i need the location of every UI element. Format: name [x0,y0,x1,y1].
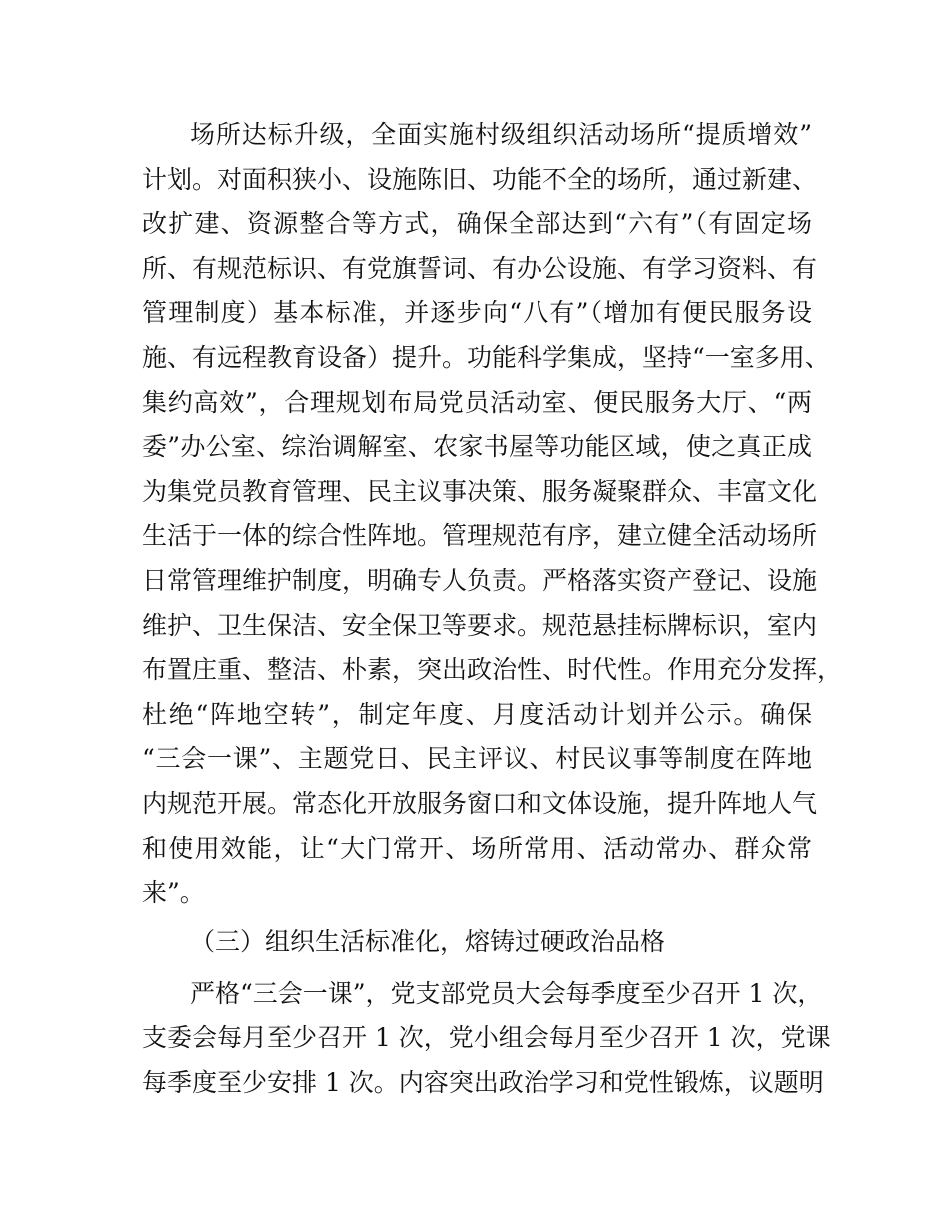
section-heading: （三）组织生活标准化，熔铸过硬政治品格 [190,927,666,957]
paragraph-line: 为集党员教育管理、民主议事决策、服务凝聚群众、丰富文化 [142,476,818,506]
paragraph-line: 计划。对面积狭小、设施陈旧、功能不全的场所，通过新建、 [142,164,818,194]
paragraph-line: 施、有远程教育设备）提升。功能科学集成，坚持“一室多用、 [142,343,830,372]
paragraph-line: 委”办公室、综治调解室、农家书屋等功能区域，使之真正成 [142,432,812,462]
paragraph-line: 维护、卫生保洁、安全保卫等要求。规范悬挂标牌标识，室内 [142,610,818,640]
paragraph-line: 所、有规范标识、有党旗誓词、有办公设施、有学习资料、有 [142,253,818,283]
paragraph-line: 来”。 [142,878,205,908]
paragraph-line: 每季度至少安排 1 次。内容突出政治学习和党性锻炼，议题明 [142,1067,824,1097]
paragraph-line: 场所达标升级，全面实施村级组织活动场所“提质增效” [190,120,812,149]
paragraph-line: 布置庄重、整洁、朴素，突出政治性、时代性。作用充分发挥， [142,655,843,685]
paragraph-line: 支委会每月至少召开 1 次，党小组会每月至少召开 1 次，党课 [142,1023,831,1053]
paragraph-line: “三会一课”、主题党日、民主评议、村民议事等制度在阵地 [142,744,812,774]
paragraph-line: 改扩建、资源整合等方式，确保全部达到“六有”（有固定场 [142,209,812,239]
paragraph-line: 集约高效”，合理规划布局党员活动室、便民服务大厅、“两 [142,387,812,417]
paragraph-line: 管理制度）基本标准，并逐步向“八有”（增加有便民服务设 [142,298,812,328]
paragraph-line: 严格“三会一课”，党支部党员大会每季度至少召开 1 次， [190,978,823,1008]
paragraph-line: 日常管理维护制度，明确专人负责。严格落实资产登记、设施 [142,566,818,595]
paragraph-line: 杜绝“阵地空转”，制定年度、月度活动计划并公示。确保 [142,699,812,729]
paragraph-line: 内规范开展。常态化开放服务窗口和文体设施，提升阵地人气 [142,789,818,818]
paragraph-line: 生活于一体的综合性阵地。管理规范有序，建立健全活动场所 [142,521,818,551]
paragraph-line: 和使用效能，让“大门常开、场所常用、活动常办、群众常 [142,833,812,863]
